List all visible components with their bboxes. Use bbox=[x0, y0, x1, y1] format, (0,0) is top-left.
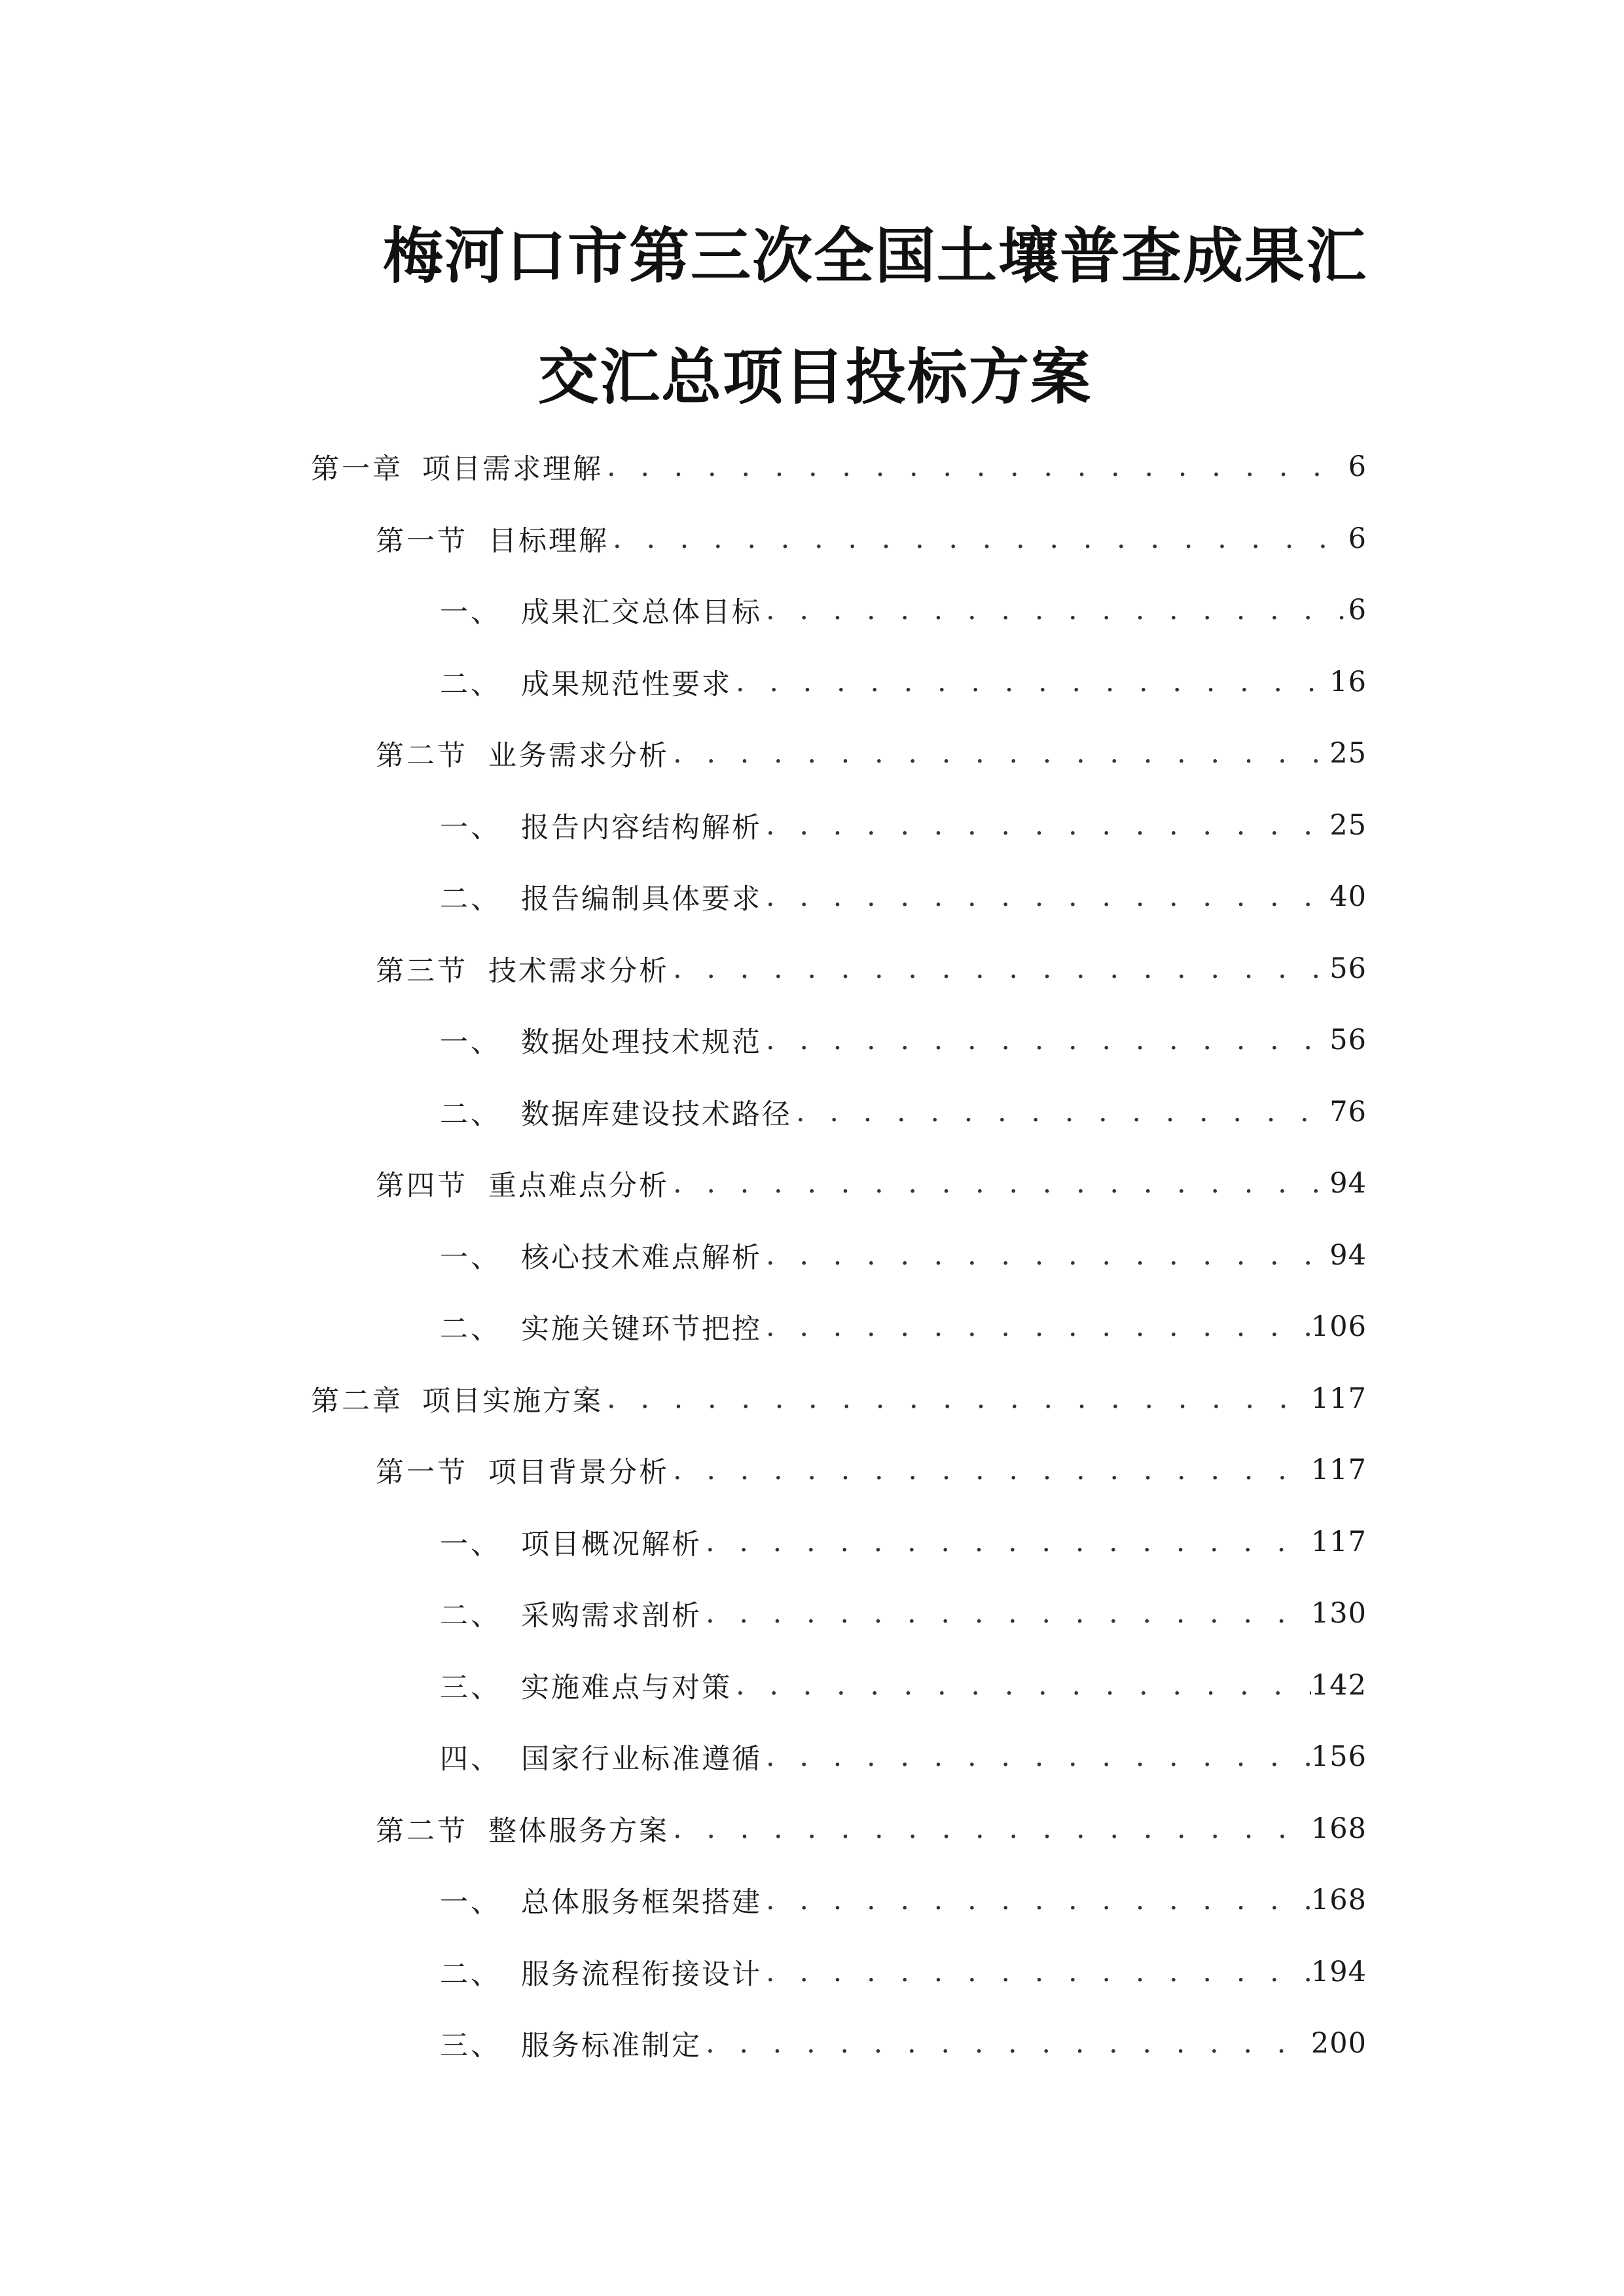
document-title-line-2: 交汇总项目投标方案 bbox=[538, 342, 1092, 412]
toc-dot-leader bbox=[762, 1024, 1329, 1056]
toc-entry-number: 二、 bbox=[440, 1312, 501, 1346]
toc-entry[interactable] bbox=[440, 1952, 1367, 1992]
toc-entry-title: 项目需求理解 bbox=[422, 452, 603, 486]
toc-entry-page-number: 40 bbox=[1329, 880, 1367, 913]
toc-entry-page-number: 117 bbox=[1310, 1382, 1367, 1415]
toc-entry-page-number: 76 bbox=[1329, 1096, 1367, 1128]
toc-entry[interactable] bbox=[440, 1307, 1367, 1346]
toc-dot-leader bbox=[669, 1167, 1329, 1200]
toc-dot-leader bbox=[603, 1382, 1311, 1415]
toc-dot-leader bbox=[609, 522, 1348, 555]
toc-entry[interactable] bbox=[376, 519, 1367, 558]
toc-entry-title: 业务需求分析 bbox=[488, 739, 669, 772]
toc-entry-number: 第三节 bbox=[376, 954, 468, 988]
toc-entry-number: 第一章 bbox=[311, 452, 403, 486]
toc-entry-number: 第二节 bbox=[376, 739, 468, 772]
toc-entry[interactable] bbox=[311, 447, 1367, 486]
toc-entry[interactable] bbox=[440, 1594, 1367, 1633]
toc-entry-page-number: 106 bbox=[1310, 1310, 1367, 1343]
toc-entry-title: 目标理解 bbox=[488, 524, 609, 558]
toc-entry-number: 一、 bbox=[440, 596, 501, 629]
toc-entry[interactable] bbox=[440, 1666, 1367, 1705]
toc-entry-page-number: 56 bbox=[1329, 952, 1367, 985]
toc-entry-number: 第四节 bbox=[376, 1169, 468, 1202]
toc-entry-page-number: 117 bbox=[1310, 1526, 1367, 1558]
toc-entry-title: 服务标准制定 bbox=[521, 2029, 702, 2062]
toc-entry-number: 二、 bbox=[440, 1599, 501, 1632]
document-title-line-1: 梅河口市第三次全国土壤普查成果汇 bbox=[383, 221, 1368, 291]
toc-entry-title: 报告内容结构解析 bbox=[521, 811, 762, 844]
toc-entry-title: 项目背景分析 bbox=[488, 1456, 669, 1489]
toc-entry-title: 国家行业标准遵循 bbox=[521, 1742, 762, 1776]
toc-entry-number: 一、 bbox=[440, 1528, 501, 1561]
toc-entry-number: 三、 bbox=[440, 1671, 501, 1704]
toc-entry-page-number: 16 bbox=[1329, 666, 1367, 698]
toc-dot-leader bbox=[762, 809, 1329, 842]
toc-entry-title: 服务流程衔接设计 bbox=[521, 1958, 762, 1991]
toc-dot-leader bbox=[762, 1956, 1311, 1988]
toc-entry[interactable] bbox=[376, 734, 1367, 773]
toc-entry-title: 重点难点分析 bbox=[488, 1169, 669, 1202]
toc-entry-number: 第二章 bbox=[311, 1384, 403, 1418]
toc-entry-number: 二、 bbox=[440, 1098, 501, 1131]
toc-entry[interactable] bbox=[440, 1020, 1367, 1060]
toc-entry-title: 采购需求剖析 bbox=[521, 1599, 702, 1632]
toc-dot-leader bbox=[669, 952, 1329, 985]
toc-dot-leader bbox=[762, 1310, 1311, 1343]
toc-entry[interactable] bbox=[376, 1450, 1367, 1490]
toc-entry[interactable] bbox=[376, 949, 1367, 988]
toc-entry-number: 第一节 bbox=[376, 1456, 468, 1489]
toc-entry[interactable] bbox=[440, 1236, 1367, 1275]
toc-entry[interactable] bbox=[440, 590, 1367, 630]
toc-entry-title: 总体服务框架搭建 bbox=[521, 1886, 762, 1919]
toc-entry[interactable] bbox=[440, 1522, 1367, 1562]
toc-entry-title: 项目实施方案 bbox=[422, 1384, 603, 1418]
toc-dot-leader bbox=[669, 1454, 1311, 1486]
toc-entry-page-number: 168 bbox=[1310, 1812, 1367, 1845]
toc-entry-page-number: 200 bbox=[1310, 2027, 1367, 2060]
toc-entry-page-number: 25 bbox=[1329, 737, 1367, 770]
toc-entry[interactable] bbox=[440, 2024, 1367, 2063]
toc-entry-number: 三、 bbox=[440, 2029, 501, 2062]
toc-entry-title: 项目概况解析 bbox=[521, 1528, 702, 1561]
toc-dot-leader bbox=[669, 1812, 1311, 1845]
toc-dot-leader bbox=[702, 2027, 1311, 2060]
toc-dot-leader bbox=[762, 880, 1329, 913]
toc-entry[interactable] bbox=[311, 1379, 1367, 1418]
toc-entry-number: 第二节 bbox=[376, 1814, 468, 1848]
toc-entry-page-number: 6 bbox=[1348, 594, 1367, 626]
toc-entry-title: 报告编制具体要求 bbox=[521, 882, 762, 916]
toc-entry-number: 二、 bbox=[440, 668, 501, 701]
toc-entry[interactable] bbox=[376, 1164, 1367, 1203]
toc-entry-page-number: 194 bbox=[1310, 1956, 1367, 1988]
toc-entry-page-number: 94 bbox=[1329, 1167, 1367, 1200]
toc-entry-page-number: 142 bbox=[1310, 1669, 1367, 1702]
toc-entry[interactable] bbox=[440, 806, 1367, 845]
toc-entry-number: 二、 bbox=[440, 882, 501, 916]
toc-entry-title: 数据库建设技术路径 bbox=[521, 1098, 792, 1131]
toc-dot-leader bbox=[732, 1669, 1311, 1702]
toc-entry-page-number: 25 bbox=[1329, 809, 1367, 842]
toc-entry-page-number: 56 bbox=[1329, 1024, 1367, 1056]
toc-entry[interactable] bbox=[440, 877, 1367, 916]
toc-entry-title: 成果汇交总体目标 bbox=[521, 596, 762, 629]
toc-dot-leader bbox=[762, 594, 1348, 626]
toc-entry-number: 二、 bbox=[440, 1958, 501, 1991]
toc-dot-leader bbox=[702, 1526, 1311, 1558]
toc-entry[interactable] bbox=[440, 662, 1367, 702]
toc-dot-leader bbox=[669, 737, 1329, 770]
toc-entry[interactable] bbox=[440, 1092, 1367, 1132]
toc-dot-leader bbox=[762, 1239, 1329, 1272]
toc-entry-number: 一、 bbox=[440, 811, 501, 844]
toc-entry[interactable] bbox=[440, 1880, 1367, 1920]
toc-entry-title: 实施难点与对策 bbox=[521, 1671, 732, 1704]
toc-dot-leader bbox=[603, 450, 1348, 483]
toc-entry-page-number: 117 bbox=[1310, 1454, 1367, 1486]
toc-entry-title: 整体服务方案 bbox=[488, 1814, 669, 1848]
toc-dot-leader bbox=[762, 1884, 1311, 1916]
toc-entry-page-number: 6 bbox=[1348, 450, 1367, 483]
toc-entry-page-number: 156 bbox=[1310, 1740, 1367, 1773]
toc-dot-leader bbox=[702, 1597, 1311, 1630]
toc-entry-title: 数据处理技术规范 bbox=[521, 1026, 762, 1059]
toc-dot-leader bbox=[732, 666, 1329, 698]
toc-entry-page-number: 168 bbox=[1310, 1884, 1367, 1916]
toc-entry-number: 第一节 bbox=[376, 524, 468, 558]
toc-entry-number: 一、 bbox=[440, 1241, 501, 1274]
toc-dot-leader bbox=[792, 1096, 1329, 1128]
toc-entry-title: 成果规范性要求 bbox=[521, 668, 732, 701]
toc-entry-page-number: 6 bbox=[1348, 522, 1367, 555]
toc-entry-title: 核心技术难点解析 bbox=[521, 1241, 762, 1274]
toc-entry-number: 一、 bbox=[440, 1026, 501, 1059]
toc-dot-leader bbox=[762, 1740, 1311, 1773]
toc-entry-page-number: 130 bbox=[1310, 1597, 1367, 1630]
toc-entry-title: 技术需求分析 bbox=[488, 954, 669, 988]
toc-entry[interactable] bbox=[376, 1809, 1367, 1848]
toc-entry-page-number: 94 bbox=[1329, 1239, 1367, 1272]
toc-entry-number: 四、 bbox=[440, 1742, 501, 1776]
toc-entry-number: 一、 bbox=[440, 1886, 501, 1919]
toc-entry-title: 实施关键环节把控 bbox=[521, 1312, 762, 1346]
toc-entry[interactable] bbox=[440, 1737, 1367, 1776]
